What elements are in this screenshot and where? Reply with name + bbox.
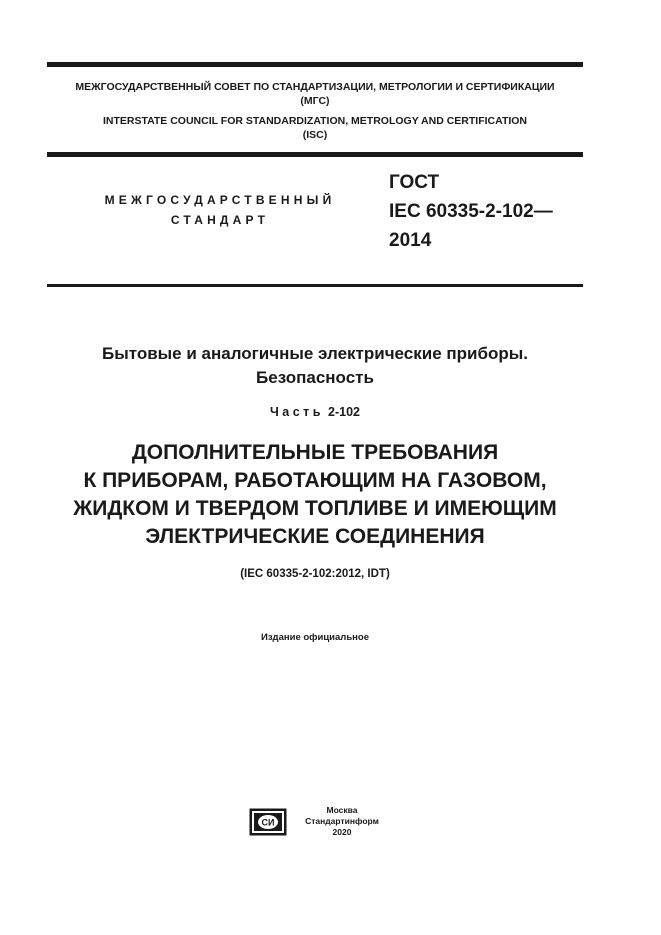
part-number: 2-102 [328,405,360,419]
title-line4: ЭЛЕКТРИЧЕСКИЕ СОЕДИНЕНИЯ [145,525,485,548]
gost-label: ГОСТ [389,172,440,193]
council-abbr-ru: (МГС) [300,95,330,107]
header-rule [47,152,583,157]
council-name-en: INTERSTATE COUNCIL FOR STANDARDIZATION, METROLOGY AND CERTIFICATION [102,115,528,127]
council-abbr-en: (ISC) [302,129,328,141]
document-subject [47,342,583,390]
iec-reference: (IEC 60335-2-102:2012, IDT) [240,568,390,580]
gost-number: IEC 60335-2-102— [389,201,553,222]
designation-rule [47,284,583,287]
part-word: Часть [270,405,324,419]
publisher-city: Москва [326,805,358,815]
edition-note: Издание официальное [261,632,369,643]
publisher-year: 2020 [332,827,352,837]
top-rule [47,62,583,67]
gost-designation [389,168,553,255]
subject-line1: Бытовые и аналогичные электрические приборы. [101,344,528,363]
standartinform-logo [249,808,287,836]
publisher-info [296,805,388,838]
part-designation [47,404,583,420]
title-line2: К ПРИБОРАМ, РАБОТАЮЩИМ НА ГАЗОВОМ, [83,469,547,492]
standard-type [47,190,393,230]
title-line3: ЖИДКОМ И ТВЕРДОМ ТОПЛИВЕ И ИМЕЮЩИМ [73,497,557,520]
standard-type-line2: СТАНДАРТ [170,213,270,227]
publisher-name: Стандартинформ [305,816,379,826]
council-header [47,80,583,142]
gost-year: 2014 [389,230,432,251]
subject-line2: Безопасность [256,368,374,387]
council-name-ru: МЕЖГОСУДАРСТВЕННЫЙ СОВЕТ ПО СТАНДАРТИЗАЦИИ, МЕТРОЛОГИИ И СЕРТИФИКАЦИИ [75,81,555,93]
title-line1: ДОПОЛНИТЕЛЬНЫЕ ТРЕБОВАНИЯ [131,441,499,464]
logo-lettering: СИ [261,817,275,828]
document-title [47,439,583,551]
standard-type-line1: МЕЖГОСУДАРСТВЕННЫЙ [104,193,336,207]
